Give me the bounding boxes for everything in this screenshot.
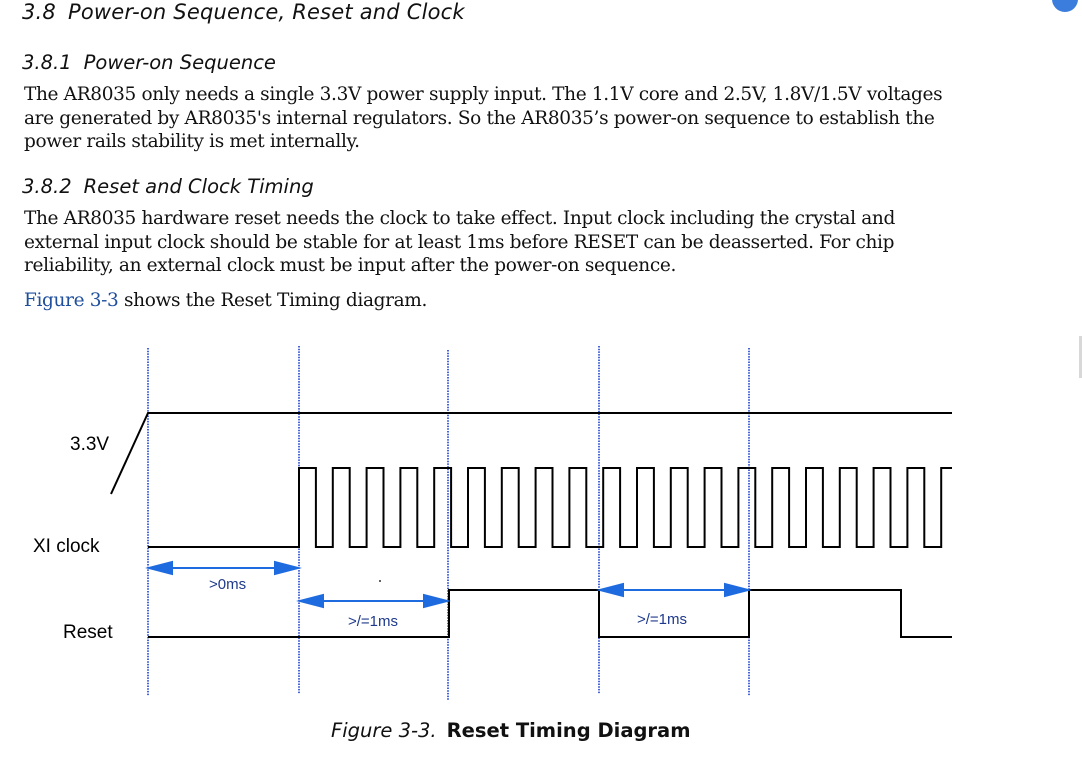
- signal-label-reset: Reset: [63, 622, 113, 643]
- subsection-number: 3.8.2: [22, 175, 72, 198]
- paragraph-line: power rails stability is met internally.: [24, 131, 360, 152]
- paragraph-line: The AR8035 hardware reset needs the clock to take effect. Input clock including the crystal and: [24, 208, 895, 229]
- signal-label-3v3: 3.3V: [70, 434, 110, 455]
- interval-arrow-first: [149, 562, 298, 574]
- interval-label-second: >/=1ms: [348, 613, 399, 630]
- section-number: 3.8: [22, 0, 56, 24]
- caption-title: Reset Timing Diagram: [446, 719, 691, 742]
- section-heading: [22, 0, 465, 24]
- figure-reference-paragraph: [24, 289, 974, 313]
- subsection-number: 3.8.1: [22, 51, 72, 74]
- timing-markers: [148, 346, 749, 700]
- subsection-title: Reset and Clock Timing: [83, 175, 314, 198]
- figure-caption: [331, 719, 691, 742]
- interval-arrow-third: [600, 584, 748, 596]
- power-3v3-trace: [111, 413, 952, 494]
- power-on-paragraph: [24, 83, 974, 154]
- paragraph-line: external input clock should be stable for at least 1ms before RESET can be deasserted. For chip: [24, 231, 895, 253]
- caption-label: Figure 3-3.: [331, 719, 437, 742]
- reset-trace: [148, 590, 952, 637]
- corner-indicator: [1052, 0, 1078, 12]
- paragraph-line: The AR8035 only needs a single 3.3V power supply input. The 1.1V core and 2.5V, 1.8V/1.5V voltages: [24, 84, 943, 105]
- paragraph-line: reliability, an external clock must be input after the power-on sequence.: [24, 255, 676, 276]
- signal-label-xi-clock: XI clock: [33, 536, 100, 557]
- figure-reference-text: shows the Reset Timing diagram.: [118, 290, 428, 311]
- section-title: Power-on Sequence, Reset and Clock: [68, 0, 465, 24]
- subsection-heading-power-on: [22, 51, 276, 74]
- reset-timing-diagram: [0, 340, 1082, 710]
- stray-dot: [379, 580, 381, 582]
- figure-link[interactable]: Figure 3-3: [24, 290, 119, 311]
- reset-clock-paragraph: [24, 207, 974, 278]
- subsection-heading-reset-clock: [22, 175, 314, 198]
- interval-label-third: >/=1ms: [637, 611, 688, 628]
- paragraph-line: are generated by AR8035's internal regulators. So the AR8035’s power-on sequence to establish the: [24, 107, 935, 129]
- interval-label-first: >0ms: [209, 576, 247, 593]
- interval-arrow-second: [300, 595, 447, 607]
- subsection-title: Power-on Sequence: [83, 51, 276, 74]
- xi-clock-trace: [148, 468, 952, 547]
